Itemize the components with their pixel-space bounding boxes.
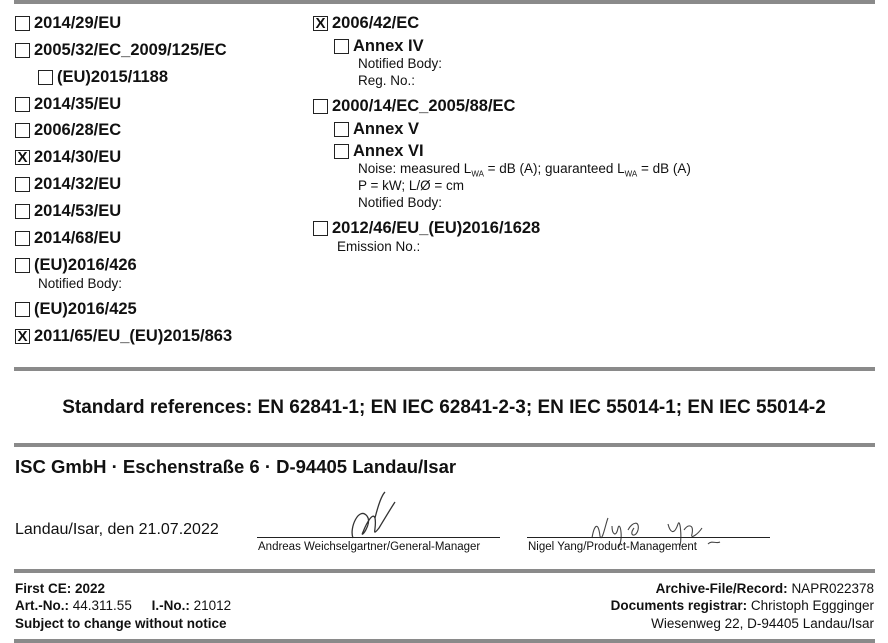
power-length-note: P = kW; L/Ø = cm (358, 178, 465, 193)
registrar-value: Christoph Eggginger (750, 598, 874, 613)
signature-caption: Nigel Yang/Product-Management (528, 541, 697, 553)
directive-label: 2012/46/EU_(EU)2016/1628 (332, 219, 541, 237)
archive-record (656, 581, 874, 596)
directive-2006-28-ec (15, 121, 121, 140)
article-numbers (15, 598, 231, 613)
directive-2000-14-ec (313, 97, 515, 116)
directive-label: (EU)2015/1188 (57, 68, 168, 86)
noise-note (358, 161, 691, 179)
i-no-label: I.-No.: (151, 598, 190, 613)
checkbox[interactable] (313, 99, 328, 114)
first-ce (15, 581, 105, 596)
directive-2014-68-eu (15, 229, 121, 248)
checkbox[interactable] (15, 177, 30, 192)
signature-line (527, 537, 770, 538)
registrar-address: Wiesenweg 22, D-94405 Landau/Isar (651, 616, 874, 631)
directive-eu-2016-425 (15, 300, 137, 319)
directive-label: 2014/35/EU (34, 95, 122, 113)
directive-2005-32-ec (15, 41, 227, 60)
directive-label: (EU)2016/425 (34, 300, 137, 318)
checkbox[interactable] (313, 221, 328, 236)
checkbox[interactable] (38, 70, 53, 85)
directive-eu-2015-1188 (38, 68, 168, 87)
noise-mid: = dB (A); guaranteed L (483, 161, 625, 176)
directive-2011-65-eu (15, 327, 232, 346)
company-address: ISC GmbH · Eschenstraße 6 · D-94405 Landau/Isar (15, 456, 457, 477)
directive-label: 2000/14/EC_2005/88/EC (332, 97, 516, 115)
directive-2014-30-eu (15, 148, 121, 167)
change-notice: Subject to change without notice (15, 616, 227, 631)
noise-pre: Noise: measured L (358, 161, 472, 176)
checkbox[interactable] (15, 302, 30, 317)
annex-label: Annex V (353, 120, 420, 138)
signature-caption: Andreas Weichselgartner/General-Manager (258, 541, 481, 553)
notified-body-note: Notified Body: (38, 276, 123, 291)
directive-label: 2006/28/EC (34, 121, 122, 139)
checkbox[interactable] (15, 123, 30, 138)
directive-eu-2016-426 (15, 256, 137, 275)
directive-label: 2011/65/EU_(EU)2015/863 (34, 327, 233, 345)
section-rule (14, 367, 875, 371)
registrar-label: Documents registrar: (610, 598, 748, 613)
documents-registrar (611, 598, 874, 613)
annex-vi (334, 142, 424, 161)
directive-label: 2006/42/EC (332, 14, 420, 32)
checkbox[interactable] (334, 144, 349, 159)
first-ce-label: First CE: (15, 581, 72, 596)
directive-label: 2005/32/EC_2009/125/EC (34, 41, 227, 59)
top-rule (14, 0, 875, 4)
emission-no-note: Emission No.: (337, 239, 421, 254)
noise-sub-measured: WA (471, 169, 484, 179)
bottom-rule (14, 639, 875, 643)
directive-label: 2014/32/EU (34, 175, 122, 193)
checkbox[interactable] (15, 43, 30, 58)
signature-andreas-weichselgartner (345, 488, 405, 548)
directive-label: 2014/30/EU (34, 148, 122, 166)
checkbox-checked[interactable]: X (15, 329, 30, 344)
directive-2014-29-eu (15, 14, 121, 33)
checkbox[interactable] (334, 39, 349, 54)
checkbox[interactable] (15, 97, 30, 112)
annex-v (334, 120, 419, 139)
directive-2014-53-eu (15, 202, 121, 221)
directive-2006-42-ec (313, 14, 419, 33)
noise-sub-guaranteed: WA (624, 169, 638, 179)
directive-label: (EU)2016/426 (34, 256, 137, 274)
directive-2014-32-eu (15, 175, 121, 194)
i-no-value: 21012 (193, 598, 232, 613)
noise-post: = dB (A) (637, 161, 691, 176)
annex-label: Annex VI (353, 142, 424, 160)
directive-label: 2014/29/EU (34, 14, 122, 32)
first-ce-value: 2022 (75, 581, 106, 596)
archive-value: NAPR022378 (791, 581, 874, 596)
signature-line (257, 537, 500, 538)
standard-references: Standard references: EN 62841-1; EN IEC 62841-2-3; EN IEC 55014-1; EN IEC 55014-2 (62, 397, 826, 418)
checkbox[interactable] (15, 204, 30, 219)
notified-body-note: Notified Body: (358, 56, 443, 71)
place-date: Landau/Isar, den 21.07.2022 (15, 521, 219, 538)
checkbox[interactable] (15, 258, 30, 273)
annex-iv (334, 37, 424, 56)
checkbox[interactable] (15, 231, 30, 246)
checkbox-checked[interactable]: X (313, 16, 328, 31)
directive-2014-35-eu (15, 95, 121, 114)
directive-label: 2014/53/EU (34, 202, 122, 220)
directive-label: 2014/68/EU (34, 229, 122, 247)
notified-body-note: Notified Body: (358, 195, 443, 210)
section-rule (14, 569, 875, 573)
checkbox[interactable] (334, 122, 349, 137)
directive-2012-46-eu (313, 219, 540, 238)
archive-label: Archive-File/Record: (655, 581, 788, 596)
checkbox[interactable] (15, 16, 30, 31)
annex-label: Annex IV (353, 37, 424, 55)
checkbox-checked[interactable]: X (15, 150, 30, 165)
reg-no-note: Reg. No.: (358, 73, 416, 88)
art-no-value: 44.311.55 (72, 598, 132, 613)
art-no-label: Art.-No.: (15, 598, 69, 613)
section-rule (14, 443, 875, 447)
